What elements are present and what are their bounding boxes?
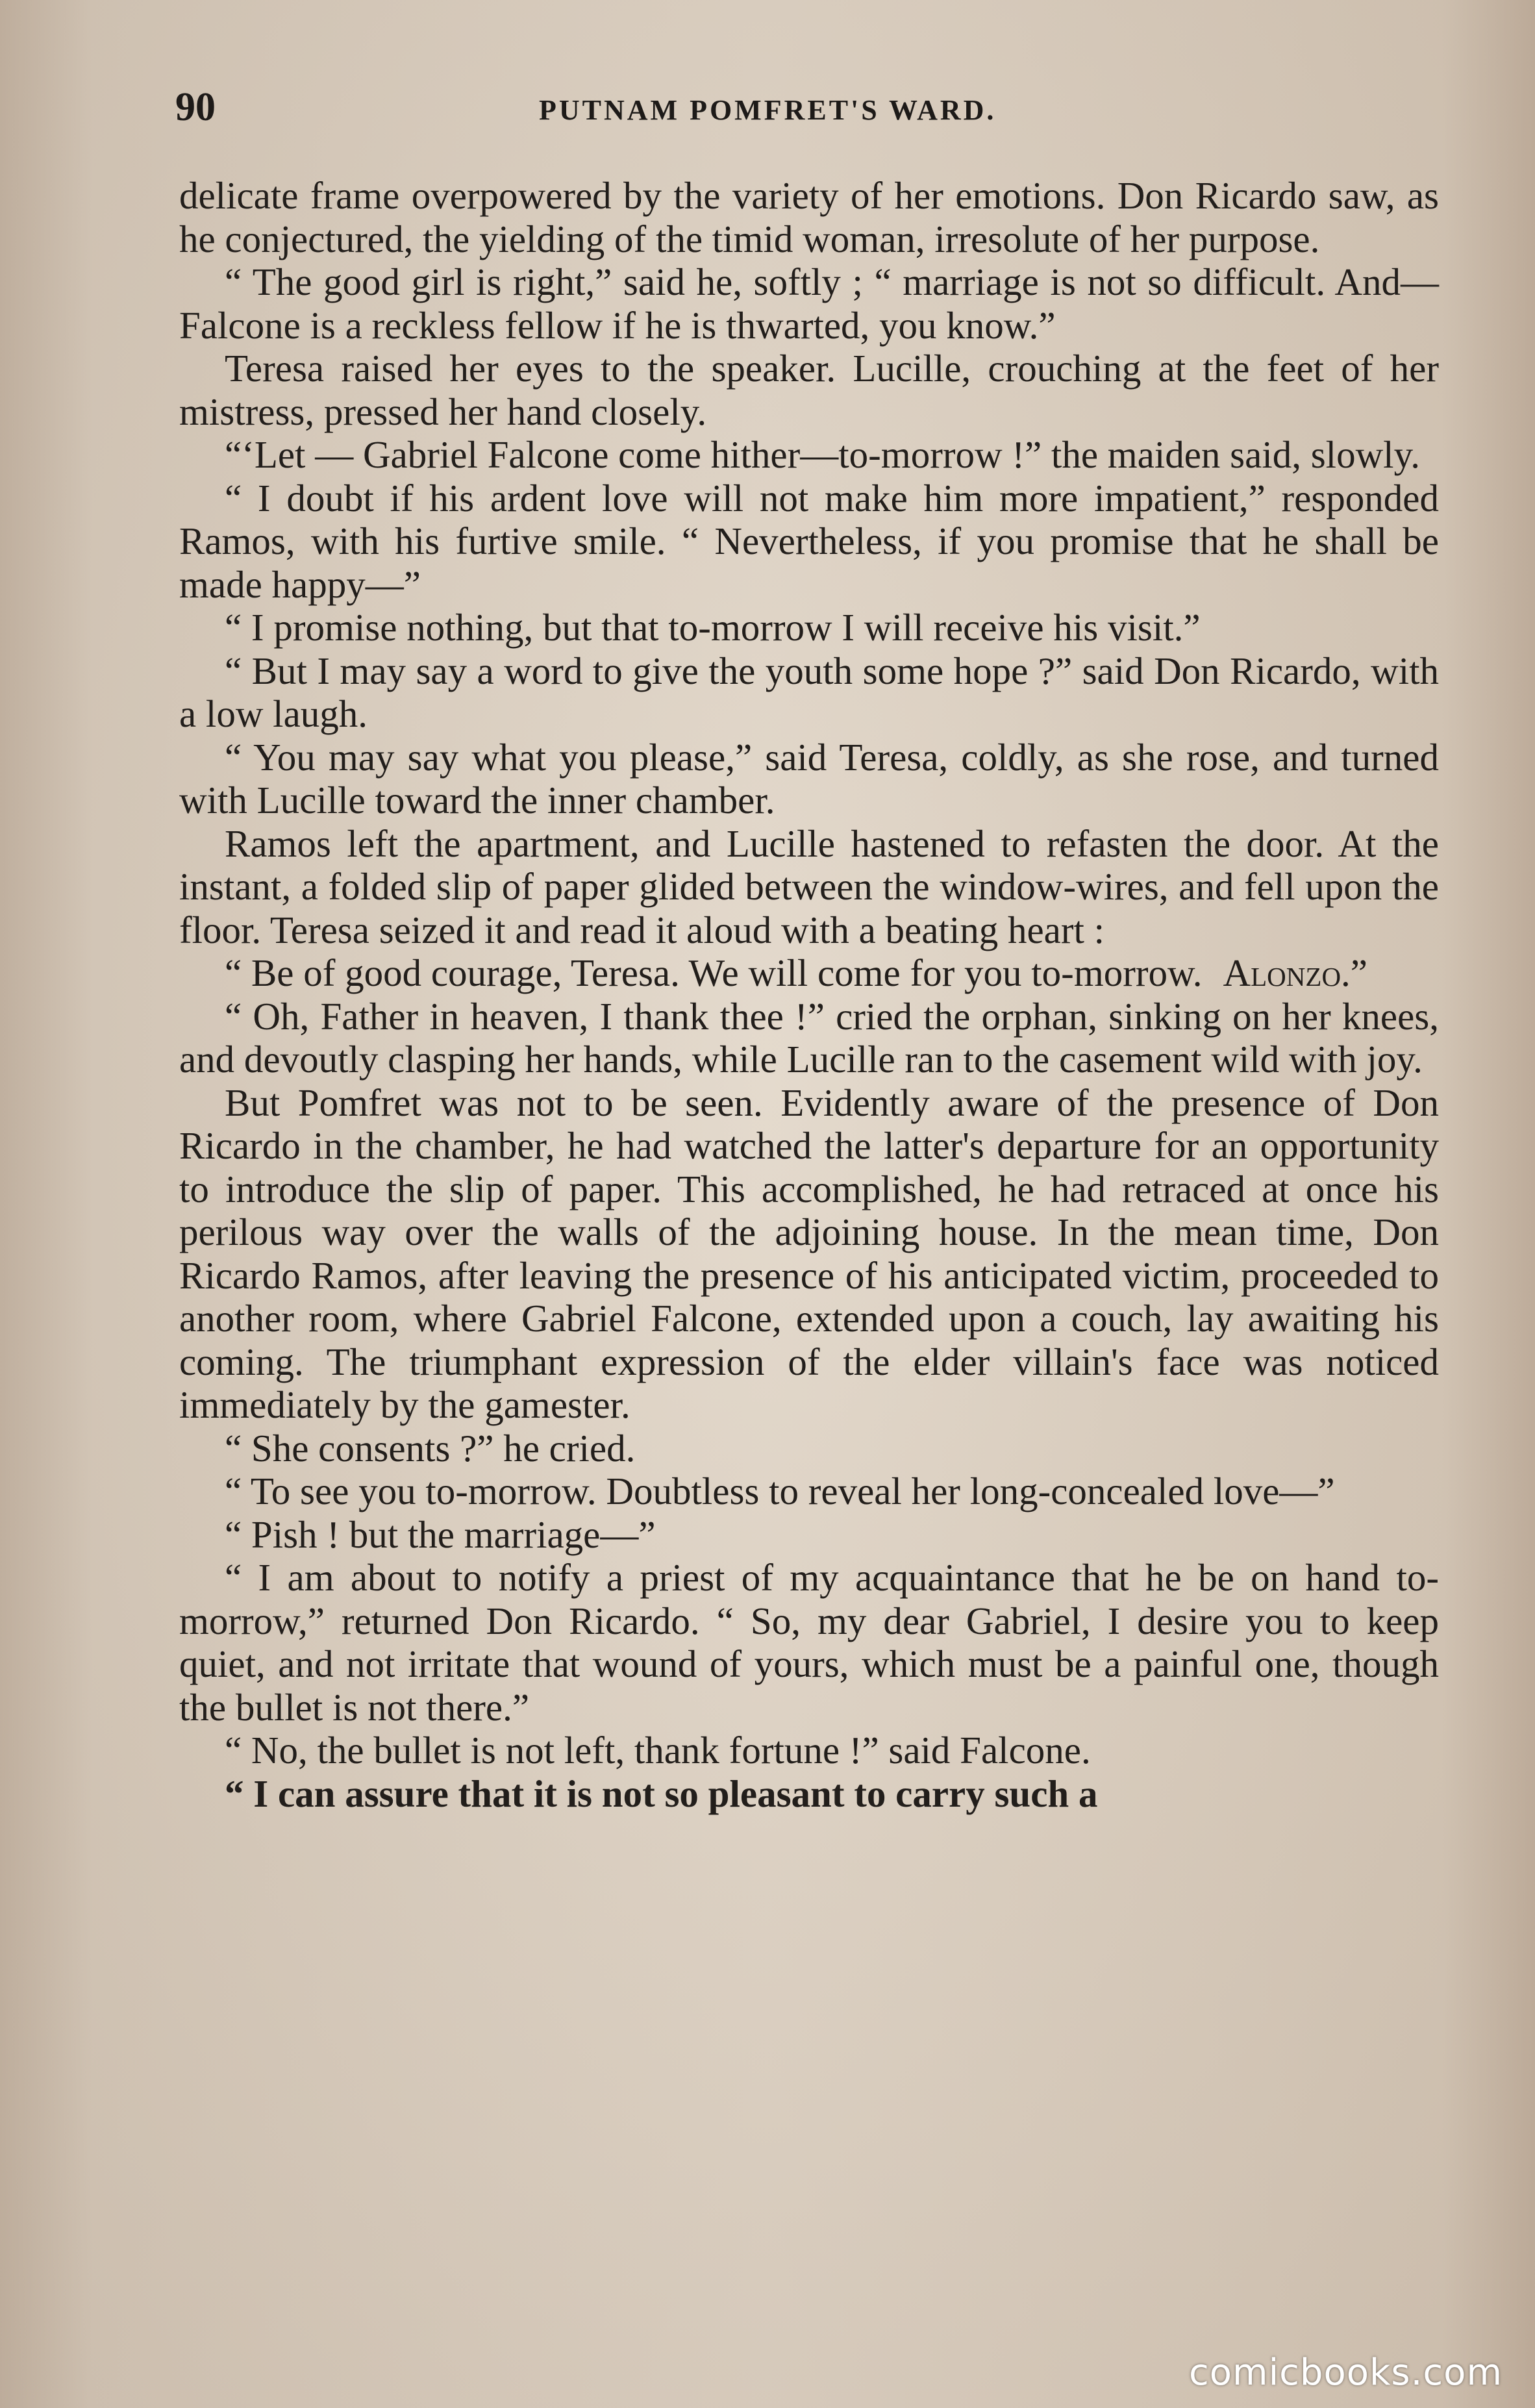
paragraph: “ I am about to notify a priest of my acquaintance that he be on hand to-morrow,” returned Don Ricardo. “ So, my dear Gabriel, I desire you to keep quiet, and not irritate that wound of yours, which must be a painful one, though the bullet is not there.”	[179, 1556, 1439, 1729]
paragraph: “ You may say what you please,” said Teresa, coldly, as she rose, and turned with Lucille toward the inner chamber.	[179, 735, 1439, 821]
paragraph: “ I promise nothing, but that to-morrow I will receive his visit.”	[225, 606, 1201, 649]
letter-text: “ Be of good courage, Teresa. We will come for you to-morrow.	[225, 951, 1203, 994]
paragraph: “‘Let — Gabriel Falcone come hither—to-morrow !” the maiden said, slowly.	[225, 433, 1420, 476]
paragraph: “ No, the bullet is not left, thank fortune !” said Falcone.	[225, 1729, 1091, 1772]
paragraph: But Pomfret was not to be seen. Evidently aware of the presence of Don Ricardo in the chamber, he had watched the latter's departure for an opportunity to introduce the slip of paper. This accomplished, he had retraced at once his perilous way over the walls of the adjoining house. In the mean time, Don Ricardo Ramos, after leaving the presence of his anticipated victim, proceeded to another room, where Gabriel Falcone, extended upon a couch, lay awaiting his coming. The triumphant expression of the elder villain's face was noticed immediately by the gamester.	[179, 1081, 1439, 1426]
running-title: PUTNAM POMFRET'S WARD.	[539, 94, 997, 126]
letter-signature: Alonzo.”	[1223, 951, 1367, 994]
page-number: 90	[175, 85, 216, 129]
watermark: comicbooks.com	[1188, 2352, 1503, 2394]
paragraph: Teresa raised her eyes to the speaker. Lucille, crouching at the feet of her mistress, pressed her hand closely.	[179, 347, 1439, 433]
paragraph: “ But I may say a word to give the youth some hope ?” said Don Ricardo, with a low laugh.	[179, 649, 1439, 735]
paragraph: “ I can assure that it is not so pleasant to carry such a	[225, 1772, 1098, 1815]
paragraph: “ I doubt if his ardent love will not make him more impatient,” responded Ramos, with his furtive smile. “ Nevertheless, if you promise that he shall be made happy—”	[179, 476, 1439, 606]
paragraph: Ramos left the apartment, and Lucille hastened to refasten the door. At the instant, a folded slip of paper glided between the window-wires, and fell upon the floor. Teresa seized it and read it aloud with a beating heart :	[179, 821, 1439, 951]
paragraph: delicate frame overpowered by the variety of her emotions. Don Ricardo saw, as he conjectured, the yielding of the timid woman, irresolute of her purpose.	[179, 174, 1439, 260]
body-text	[179, 174, 1439, 1815]
paragraph: “ Pish ! but the marriage—”	[225, 1512, 656, 1556]
paragraph: “ To see you to-morrow. Doubtless to reveal her long-concealed love—”	[225, 1470, 1335, 1512]
page-header	[175, 84, 1438, 136]
paragraph: “ Oh, Father in heaven, I thank thee !” cried the orphan, sinking on her knees, and devoutly clasping her hands, while Lucille ran to the casement wild with joy.	[179, 994, 1439, 1081]
paragraph: “ The good girl is right,” said he, softly ; “ marriage is not so difficult. And—Falcone is a reckless fellow if he is thwarted, you know.”	[179, 260, 1439, 347]
paragraph: “ She consents ?” he cried.	[225, 1426, 636, 1470]
